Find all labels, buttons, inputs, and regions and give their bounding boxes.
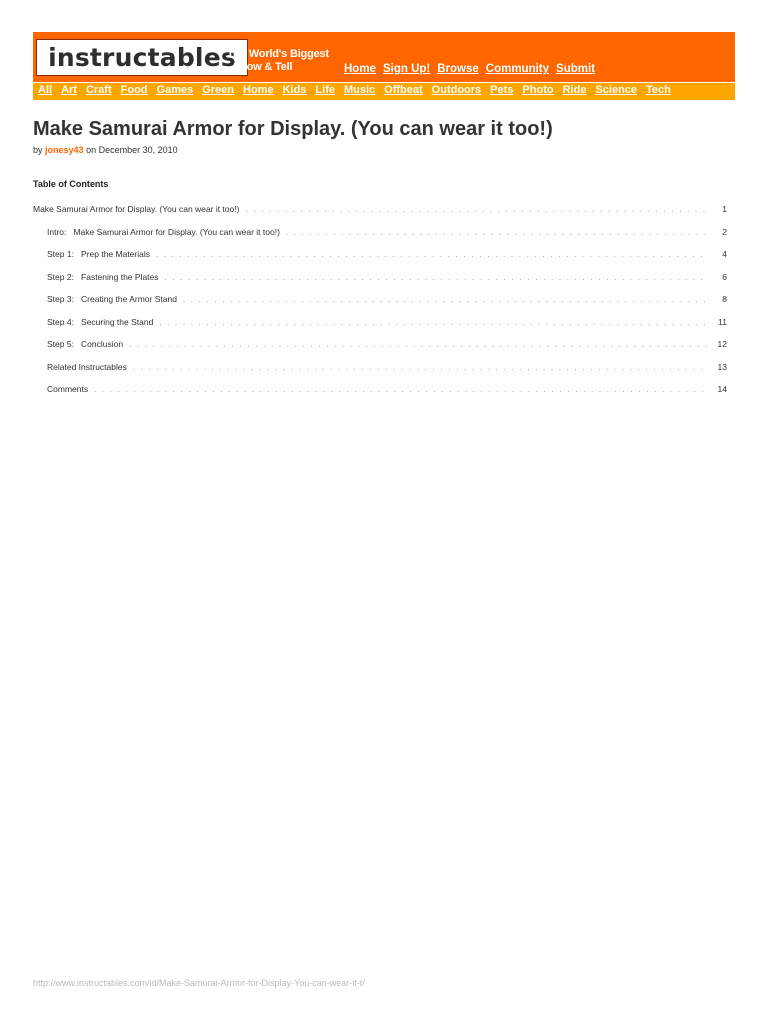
- category-kids-link[interactable]: Kids: [282, 84, 307, 96]
- dot-leader: [156, 252, 707, 259]
- category-navigation: [38, 84, 671, 96]
- page-url[interactable]: http://www.instructables.com/id/Make-Samurai-Armor-for-Display-You-can-wear-it-t/: [33, 978, 365, 988]
- category-music-link[interactable]: Music: [343, 84, 376, 96]
- toc-entry[interactable]: [33, 272, 727, 295]
- toc-entry-label: Step 4: Securing the Stand: [47, 316, 154, 327]
- toc-entry-label: Intro: Make Samurai Armor for Display. (You can wear it too!): [47, 226, 280, 237]
- dot-leader: [183, 297, 707, 304]
- category-pets-link[interactable]: Pets: [490, 84, 514, 96]
- dot-leader: [133, 365, 707, 372]
- dot-leader: [245, 207, 707, 214]
- toc-entry-page: 2: [722, 226, 727, 237]
- toc-entry-page: 8: [722, 294, 727, 304]
- category-art-link[interactable]: Art: [61, 84, 77, 96]
- byline-prefix: by: [33, 145, 43, 155]
- toc-entry-page: 14: [717, 384, 727, 394]
- nav-submit-link[interactable]: Submit: [556, 63, 596, 75]
- toc-entry-label: Step 3: Creating the Armor Stand: [47, 294, 177, 304]
- category-offbeat-link[interactable]: Offbeat: [384, 84, 423, 96]
- toc-entry-label: Related Instructables: [47, 361, 127, 372]
- site-header: [33, 32, 735, 99]
- site-tagline: [227, 48, 329, 74]
- category-science-link[interactable]: Science: [595, 84, 638, 96]
- toc-entry[interactable]: [33, 227, 727, 250]
- category-life-link[interactable]: Life: [315, 84, 335, 96]
- toc-entry-page: 6: [722, 271, 727, 282]
- category-outdoors-link[interactable]: Outdoors: [431, 84, 482, 96]
- category-craft-link[interactable]: Craft: [85, 84, 112, 96]
- dot-leader: [286, 230, 707, 237]
- toc-entry-page: 11: [718, 316, 727, 327]
- dot-leader: [159, 320, 707, 327]
- tagline-line-1: The World's Biggest: [227, 48, 329, 60]
- toc-entry-label: Step 5: Conclusion: [47, 339, 124, 349]
- nav-browse-link[interactable]: Browse: [437, 63, 479, 75]
- toc-entry-label: Make Samurai Armor for Display. (You can wear it too!): [33, 204, 240, 214]
- nav-home-link[interactable]: Home: [344, 63, 376, 75]
- category-food-link[interactable]: Food: [120, 84, 148, 96]
- dot-leader: [94, 387, 707, 394]
- author-link[interactable]: jonesy43: [45, 145, 84, 155]
- category-all-link[interactable]: All: [38, 84, 53, 96]
- toc-entry-page: 12: [717, 339, 727, 349]
- category-home-link[interactable]: Home: [243, 84, 274, 96]
- category-games-link[interactable]: Games: [156, 84, 194, 96]
- toc-entry[interactable]: [33, 384, 727, 407]
- category-bar: [33, 82, 735, 100]
- toc-heading: Table of Contents: [33, 179, 109, 189]
- toc-entry[interactable]: [33, 294, 727, 317]
- toc-entry-page: 13: [717, 361, 727, 372]
- table-of-contents: [33, 204, 727, 407]
- category-photo-link[interactable]: Photo: [522, 84, 554, 96]
- toc-entry[interactable]: [33, 204, 727, 227]
- toc-entry-page: 1: [722, 204, 727, 214]
- category-green-link[interactable]: Green: [202, 84, 235, 96]
- toc-entry-label: Step 2: Fastening the Plates: [47, 271, 159, 282]
- toc-entry-label: Comments: [47, 384, 89, 394]
- toc-entry[interactable]: [33, 317, 727, 340]
- dot-leader: [165, 275, 707, 282]
- toc-entry[interactable]: [33, 249, 727, 272]
- tagline-line-2: Show & Tell: [233, 61, 293, 73]
- logo-text: instructables: [48, 43, 236, 72]
- toc-entry[interactable]: [33, 339, 727, 362]
- article-title: Make Samurai Armor for Display. (You can wear it too!): [33, 118, 553, 140]
- toc-entry-label: Step 1: Prep the Materials: [47, 249, 150, 259]
- category-tech-link[interactable]: Tech: [646, 84, 671, 96]
- category-ride-link[interactable]: Ride: [562, 84, 587, 96]
- instructables-logo[interactable]: [36, 39, 248, 76]
- nav-signup-link[interactable]: Sign Up!: [382, 63, 431, 75]
- toc-entry-page: 4: [722, 249, 727, 259]
- toc-entry[interactable]: [33, 362, 727, 385]
- dot-leader: [129, 342, 707, 349]
- nav-community-link[interactable]: Community: [485, 63, 550, 75]
- top-navigation: [344, 63, 595, 75]
- publish-date: on December 30, 2010: [86, 145, 178, 155]
- article-byline: [33, 145, 178, 155]
